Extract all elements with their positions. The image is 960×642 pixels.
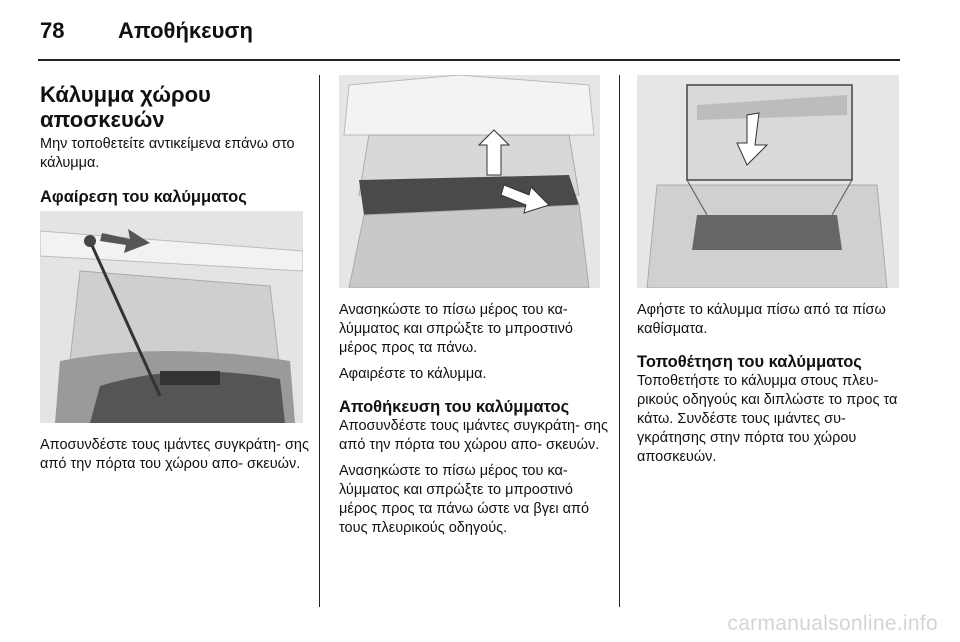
section-heading: Κάλυμμα χώρου αποσκευών bbox=[40, 82, 211, 132]
remove-instruction: Αφαιρέστε το κάλυμμα. bbox=[339, 366, 487, 382]
storage-step-1: Αποσυνδέστε τους ιμάντες συγκράτη- σης από την πόρτα του χώρου απο- σκευών. bbox=[339, 418, 608, 453]
column-1-caption bbox=[40, 436, 312, 474]
column-divider bbox=[619, 75, 620, 607]
subheading-install: Τοποθέτηση του καλύμματος bbox=[637, 353, 862, 371]
lift-instruction: Ανασηκώστε το πίσω μέρος του κα- λύμματος και σπρώξτε το μπροστινό μέρος προς τα πάνω. bbox=[339, 302, 573, 356]
column-1 bbox=[40, 82, 305, 207]
intro-text: Μην τοποθετείτε αντικείμενα επάνω στο κάλυμμα. bbox=[40, 136, 295, 171]
page-number: 78 bbox=[40, 18, 65, 43]
storage-step-2: Ανασηκώστε το πίσω μέρος του κα- λύμματος και σπρώξτε το μπροστινό μέρος προς τα πάνω ώστε να βγει από τους πλευρικούς οδηγούς. bbox=[339, 463, 590, 536]
figure-tailgate-strap bbox=[40, 211, 303, 423]
figure-cover-stowed bbox=[637, 75, 899, 288]
install-instruction: Τοποθετήστε το κάλυμμα στους πλευ- ρικούς οδηγούς και διπλώστε το προς τα κάτω. Συνδέστε τους ιμάντες συ- γκράτησης στην πόρτα του χώρου αποσκευών. bbox=[637, 373, 898, 465]
leave-instruction: Αφήστε το κάλυμμα πίσω από τα πίσω καθίσματα. bbox=[637, 302, 886, 337]
column-2 bbox=[339, 301, 614, 538]
watermark: carmanualsonline.info bbox=[727, 612, 938, 635]
subheading-removal: Αφαίρεση του καλύμματος bbox=[40, 188, 247, 206]
caption-text: Αποσυνδέστε τους ιμάντες συγκράτη- σης από την πόρτα του χώρου απο- σκευών. bbox=[40, 437, 309, 472]
header-rule bbox=[38, 59, 900, 61]
subheading-storage: Αποθήκευση του καλύμματος bbox=[339, 398, 570, 416]
column-3 bbox=[637, 301, 902, 467]
column-divider bbox=[319, 75, 320, 607]
figure-cover-lift bbox=[339, 75, 600, 288]
section-title: Αποθήκευση bbox=[118, 18, 253, 43]
